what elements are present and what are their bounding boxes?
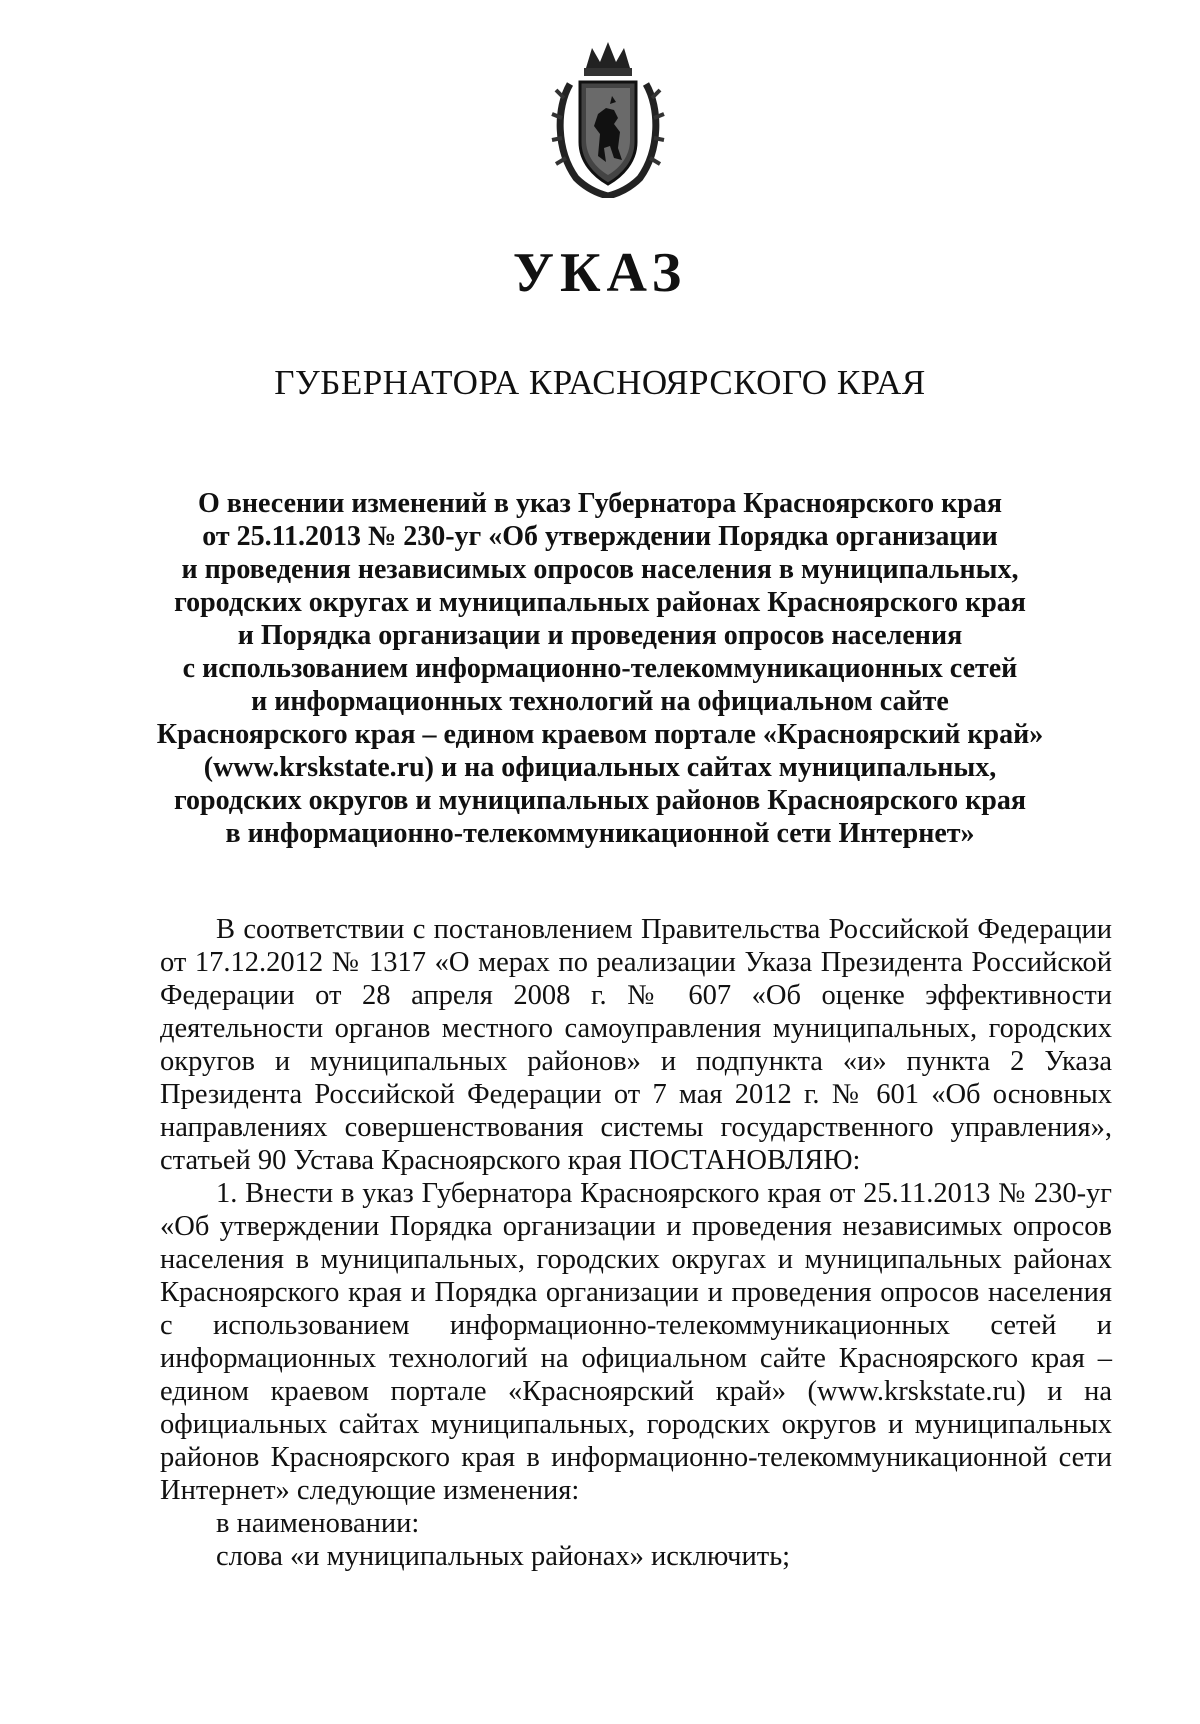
document-subtitle: ГУБЕРНАТОРА КРАСНОЯРСКОГО КРАЯ	[274, 363, 926, 402]
heading-line: и проведения независимых опросов населения в муниципальных,	[181, 554, 1019, 585]
heading-line: городских округах и муниципальных районах Красноярского края	[174, 587, 1026, 618]
heading-line: и информационных технологий на официальном сайте	[251, 686, 949, 717]
heading-line: в информационно-телекоммуникационной сети Интернет»	[225, 818, 975, 849]
words-excluded-line: слова «и муниципальных районах» исключить;	[216, 1541, 791, 1572]
decree-heading	[150, 487, 1050, 850]
heading-line: О внесении изменений в указ Губернатора Красноярского края	[198, 488, 1002, 519]
heading-line: и Порядка организации и проведения опросов населения	[237, 620, 963, 651]
preamble-paragraph: В соответствии с постановлением Правительства Российской Федерации от 17.12.2012 № 1317 «О мерах по реализации Указа Президента Российской Федерации от 28 апреля 2008 г. № 607 «Об оценке эффективности деятельности органов местного самоуправления муниципальных, городских округов и муниципальных районов» и подпункта «и» пункта 2 Указа Президента Российской Федерации от 7 мая 2012 г. № 601 «Об основных направлениях совершенствования системы государственного управления», статьей 90 Устава Красноярского края ПОСТАНОВЛЯЮ:	[160, 914, 1112, 1176]
decree-body	[160, 913, 1112, 1573]
coat-of-arms-icon	[548, 38, 668, 198]
in-name-line: в наименовании:	[216, 1508, 420, 1539]
heading-line: городских округов и муниципальных районов Красноярского края	[174, 785, 1026, 816]
document-title: УКАЗ	[512, 242, 688, 304]
heading-line: от 25.11.2013 № 230-уг «Об утверждении Порядка организации	[202, 521, 998, 552]
item-1-paragraph: 1. Внести в указ Губернатора Красноярского края от 25.11.2013 № 230-уг «Об утверждении Порядка организации и проведения независимых опросов населения в муниципальных, городских округах и муниципальных районах Красноярского края и Порядка организации и проведения опросов населения с использованием информационно-телекоммуникационных сетей и информационных технологий на официальном сайте Красноярского края – едином краевом портале «Красноярский край» (www.krskstate.ru) и на официальных сайтах муниципальных, городских округов и муниципальных районов Красноярского края в информационно-телекоммуникационной сети Интернет» следующие изменения:	[160, 1178, 1112, 1506]
heading-line: Красноярского края – едином краевом портале «Красноярский край»	[156, 719, 1044, 750]
heading-line: (www.krskstate.ru) и на официальных сайтах муниципальных,	[203, 752, 997, 783]
heading-line: с использованием информационно-телекоммуникационных сетей	[182, 653, 1018, 684]
